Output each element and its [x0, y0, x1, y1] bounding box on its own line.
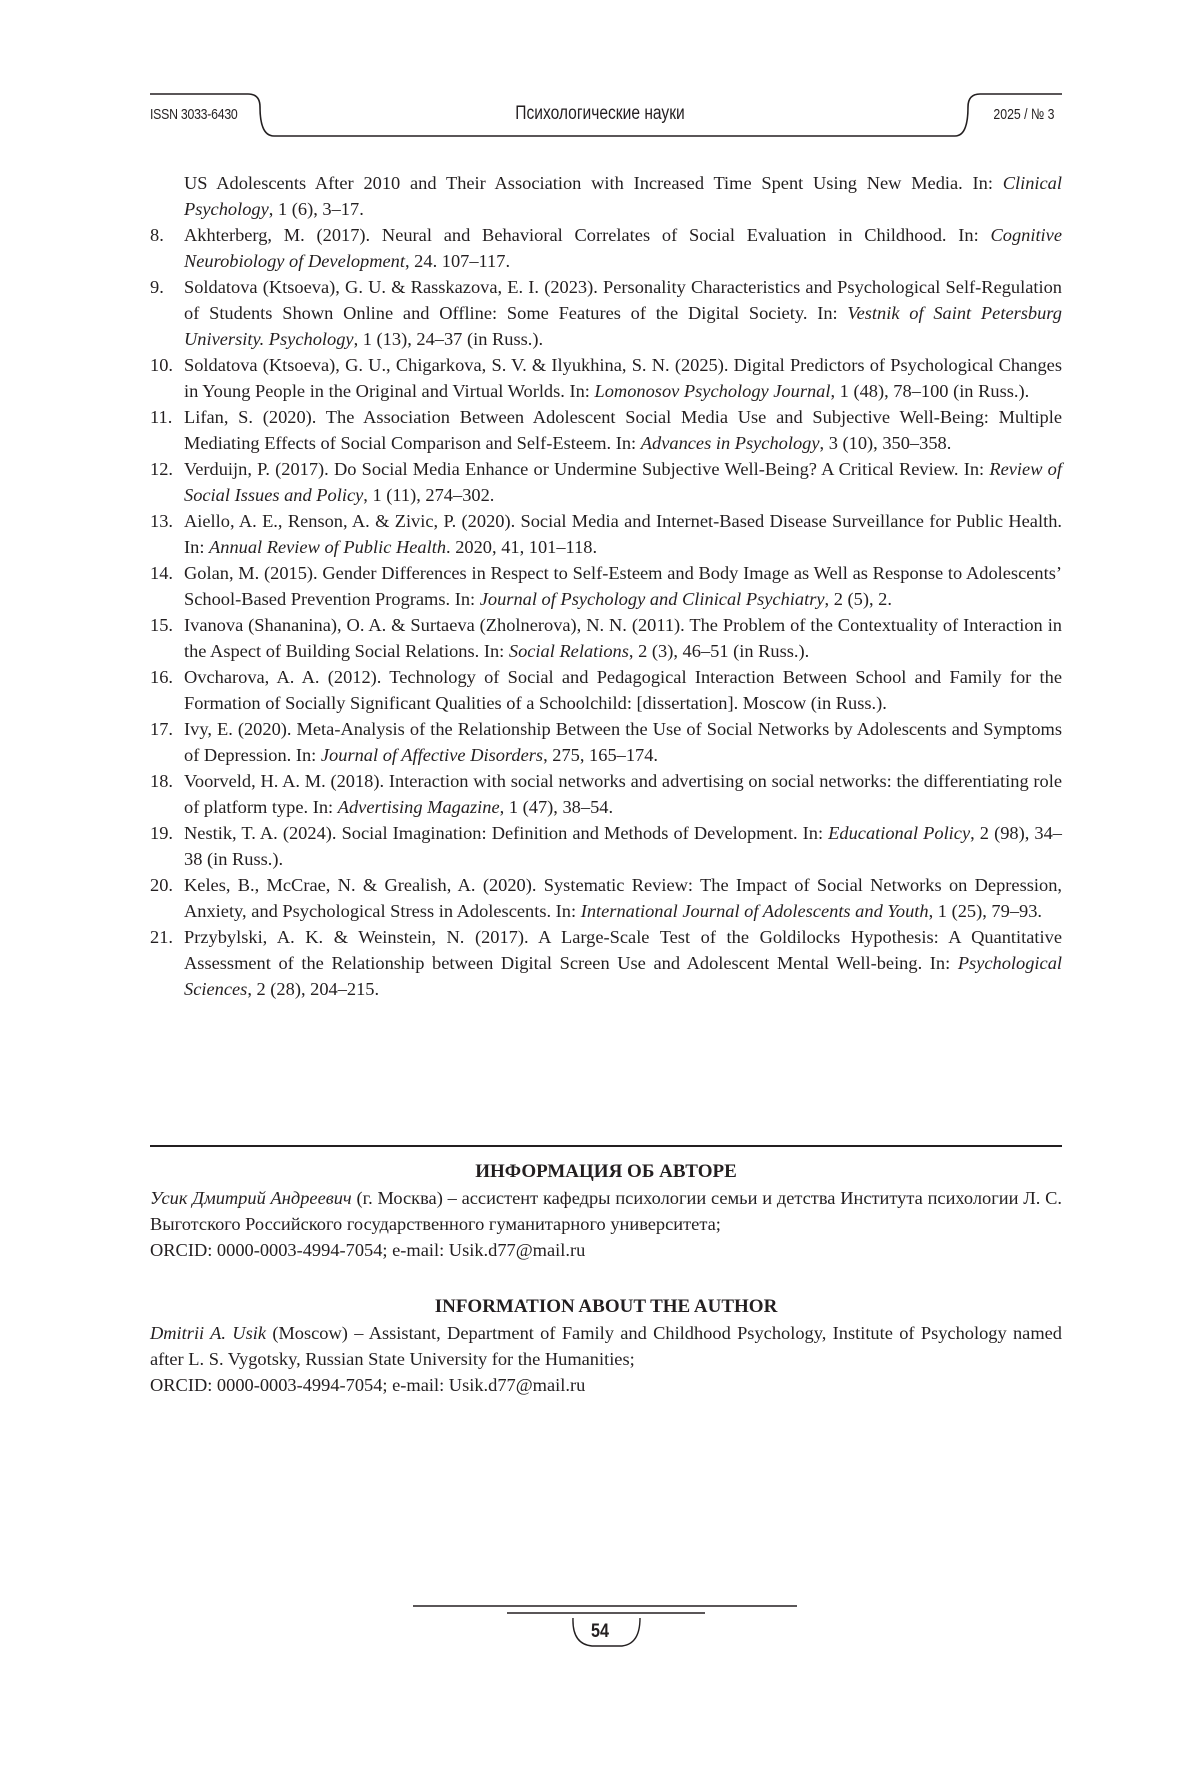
reference-text	[184, 274, 1062, 352]
reference-pages: , 2 (5), 2.	[824, 589, 892, 609]
page-number: 54	[591, 1621, 609, 1642]
reference-item	[150, 872, 1062, 924]
reference-body: Ovcharova, A. A. (2012). Technology of Social and Pedagogical Interaction Between School and Family for the Formation of Socially Significant Qualities of a Schoolchild: [dissertation]. Moscow (in Russ.).	[184, 667, 1062, 713]
reference-pages: , 3 (10), 350–358.	[819, 433, 952, 453]
author-info-ru-text	[150, 1185, 1062, 1237]
reference-number: 21.	[150, 927, 173, 947]
reference-text	[184, 404, 1062, 456]
reference-item	[150, 612, 1062, 664]
reference-body: Golan, M. (2015). Gender Differences in Respect to Self-Esteem and Body Image as Well as Response to Adolescents’ School-Based Prevention Programs. In:	[184, 563, 1062, 609]
reference-item	[150, 274, 1062, 352]
reference-item	[150, 456, 1062, 508]
reference-source: Review of Social Issues and Policy	[184, 459, 1062, 505]
header-journal-title: Психологические науки	[515, 103, 685, 124]
reference-pages: , 24. 107–117.	[404, 251, 511, 271]
author-info-en-heading: INFORMATION ABOUT THE AUTHOR	[434, 1296, 778, 1317]
reference-body: Soldatova (Ktsoeva), G. U., Chigarkova, S. V. & Ilyukhina, S. N. (2025). Digital Predictors of Psychological Changes in Young People in the Original and Virtual Worlds. In:	[184, 355, 1062, 401]
reference-body: Lifan, S. (2020). The Association Between Adolescent Social Media Use and Subjective Well-Being: Multiple Mediating Effects of Social Comparison and Self-Esteem. In:	[184, 407, 1062, 453]
reference-number: 19.	[150, 823, 173, 843]
reference-source: Clinical Psychology	[184, 173, 1062, 219]
reference-body: Verduijn, P. (2017). Do Social Media Enhance or Undermine Subjective Well-Being? A Critical Review. In:	[184, 459, 990, 479]
reference-text	[184, 716, 1062, 768]
reference-number: 13.	[150, 511, 173, 531]
reference-text	[184, 612, 1062, 664]
author-details-ru: (г. Москва) – ассистент кафедры психологии семьи и детства Института психологии Л. С. Выготского Российского государственного гуманитарного университета;	[150, 1188, 1062, 1234]
reference-pages: , 1 (11), 274–302.	[363, 485, 495, 505]
reference-item	[150, 222, 1062, 274]
reference-source: International Journal of Adolescents and Youth	[580, 901, 929, 921]
reference-body: Ivy, E. (2020). Meta-Analysis of the Relationship Between the Use of Social Networks by Adolescents and Symptoms of Depression. In:	[184, 719, 1062, 765]
reference-text	[184, 924, 1062, 1002]
author-name-en: Dmitrii A. Usik	[150, 1323, 266, 1343]
reference-item	[150, 508, 1062, 560]
reference-number: 12.	[150, 459, 173, 479]
reference-body: Przybylski, A. K. & Weinstein, N. (2017). A Large-Scale Test of the Goldilocks Hypothesis: A Quantitative Assessment of the Relationship between Digital Screen Use and Adolescent Mental Well-being. In:	[184, 927, 1062, 973]
reference-text	[184, 872, 1062, 924]
reference-source: Journal of Psychology and Clinical Psychiatry	[479, 589, 825, 609]
reference-text	[150, 170, 1062, 222]
reference-body: US Adolescents After 2010 and Their Association with Increased Time Spent Using New Media. In:	[184, 173, 1003, 193]
reference-text	[184, 664, 1062, 716]
reference-item	[150, 170, 1062, 222]
reference-number: 11.	[150, 407, 173, 427]
reference-text	[184, 820, 1062, 872]
reference-text	[184, 222, 1062, 274]
reference-item	[150, 352, 1062, 404]
header-issue: 2025 / № 3	[992, 106, 1054, 123]
reference-pages: , 1 (47), 38–54.	[499, 797, 614, 817]
reference-source: Advances in Psychology	[640, 433, 820, 453]
reference-number: 20.	[150, 875, 173, 895]
reference-text	[184, 456, 1062, 508]
reference-item	[150, 404, 1062, 456]
reference-item	[150, 716, 1062, 768]
reference-body: Keles, B., McCrae, N. & Grealish, A. (2020). Systematic Review: The Impact of Social Networks on Depression, Anxiety, and Psychological Stress in Adolescents. In:	[184, 875, 1062, 921]
section-divider	[150, 1145, 1062, 1147]
reference-number: 17.	[150, 719, 173, 739]
reference-body: Voorveld, H. A. M. (2018). Interaction with social networks and advertising on social networks: the differentiating role of platform type. In:	[184, 771, 1062, 817]
author-info-en-text	[150, 1320, 1062, 1372]
reference-item	[150, 924, 1062, 1002]
reference-body: Akhterberg, M. (2017). Neural and Behavioral Correlates of Social Evaluation in Childhood. In:	[184, 225, 991, 245]
reference-source: Advertising Magazine	[337, 797, 500, 817]
reference-number: 10.	[150, 355, 173, 375]
author-info-ru-heading: ИНФОРМАЦИЯ ОБ АВТОРЕ	[475, 1161, 737, 1182]
author-contacts-en: ORCID: 0000-0003-4994-7054; e-mail: Usik.d77@mail.ru	[150, 1375, 586, 1395]
reference-number: 8.	[150, 225, 164, 245]
references-list	[150, 170, 1062, 1002]
reference-body: Soldatova (Ktsoeva), G. U. & Rasskazova, E. I. (2023). Personality Characteristics and Psychological Self-Regulation of Students Shown Online and Offline: Some Features of the Digital Society. In:	[184, 277, 1062, 323]
reference-pages: , 1 (25), 79–93.	[928, 901, 1043, 921]
reference-body: Ivanova (Shananina), O. A. & Surtaeva (Zholnerova), N. N. (2011). The Problem of the Contextuality of Interaction in the Aspect of Building Social Relations. In:	[184, 615, 1062, 661]
reference-source: Psychological Sciences	[184, 953, 1062, 999]
reference-number: 18.	[150, 771, 173, 791]
reference-source: Educational Policy	[828, 823, 971, 843]
author-details-en: (Moscow) – Assistant, Department of Family and Childhood Psychology, Institute of Psychology named after L. S. Vygotsky, Russian State University for the Humanities;	[150, 1323, 1063, 1369]
reference-number: 9.	[150, 277, 164, 297]
reference-source: Lomonosov Psychology Journal	[594, 381, 831, 401]
reference-item	[150, 664, 1062, 716]
reference-source: Vestnik of Saint Petersburg University. Psychology	[184, 303, 1062, 349]
author-contacts-ru: ORCID: 0000-0003-4994-7054; e-mail: Usik.d77@mail.ru	[150, 1240, 586, 1260]
reference-item	[150, 820, 1062, 872]
reference-source: Cognitive Neurobiology of Development	[184, 225, 1062, 271]
reference-source: Social Relations	[508, 641, 629, 661]
reference-number: 16.	[150, 667, 173, 687]
reference-pages: , 2 (28), 204–215.	[247, 979, 380, 999]
reference-pages: , 1 (6), 3–17.	[268, 199, 364, 219]
reference-text	[184, 560, 1062, 612]
reference-number: 15.	[150, 615, 173, 635]
reference-text	[184, 352, 1062, 404]
reference-text	[184, 508, 1062, 560]
reference-pages: . 2020, 41, 101–118.	[446, 537, 598, 557]
reference-body: Aiello, A. E., Renson, A. & Zivic, P. (2020). Social Media and Internet-Based Disease Surveillance for Public Health. In:	[184, 511, 1062, 557]
reference-body: Nestik, T. A. (2024). Social Imagination: Definition and Methods of Development. In:	[184, 823, 829, 843]
author-info-en	[150, 1294, 1062, 1398]
author-info-ru	[150, 1159, 1062, 1263]
reference-pages: , 1 (48), 78–100 (in Russ.).	[830, 381, 1030, 401]
reference-pages: , 1 (13), 24–37 (in Russ.).	[353, 329, 544, 349]
reference-source: Annual Review of Public Health	[209, 537, 447, 557]
reference-pages: , 275, 165–174.	[543, 745, 659, 765]
reference-number: 14.	[150, 563, 173, 583]
reference-item	[150, 560, 1062, 612]
reference-source: Journal of Affective Disorders	[320, 745, 544, 765]
reference-pages: , 2 (98), 34–38 (in Russ.).	[184, 823, 1062, 869]
reference-text	[184, 768, 1062, 820]
reference-item	[150, 768, 1062, 820]
reference-pages: , 2 (3), 46–51 (in Russ.).	[628, 641, 810, 661]
header-issn: ISSN 3033-6430	[150, 106, 238, 123]
author-name-ru: Усик Дмитрий Андреевич	[150, 1188, 352, 1208]
